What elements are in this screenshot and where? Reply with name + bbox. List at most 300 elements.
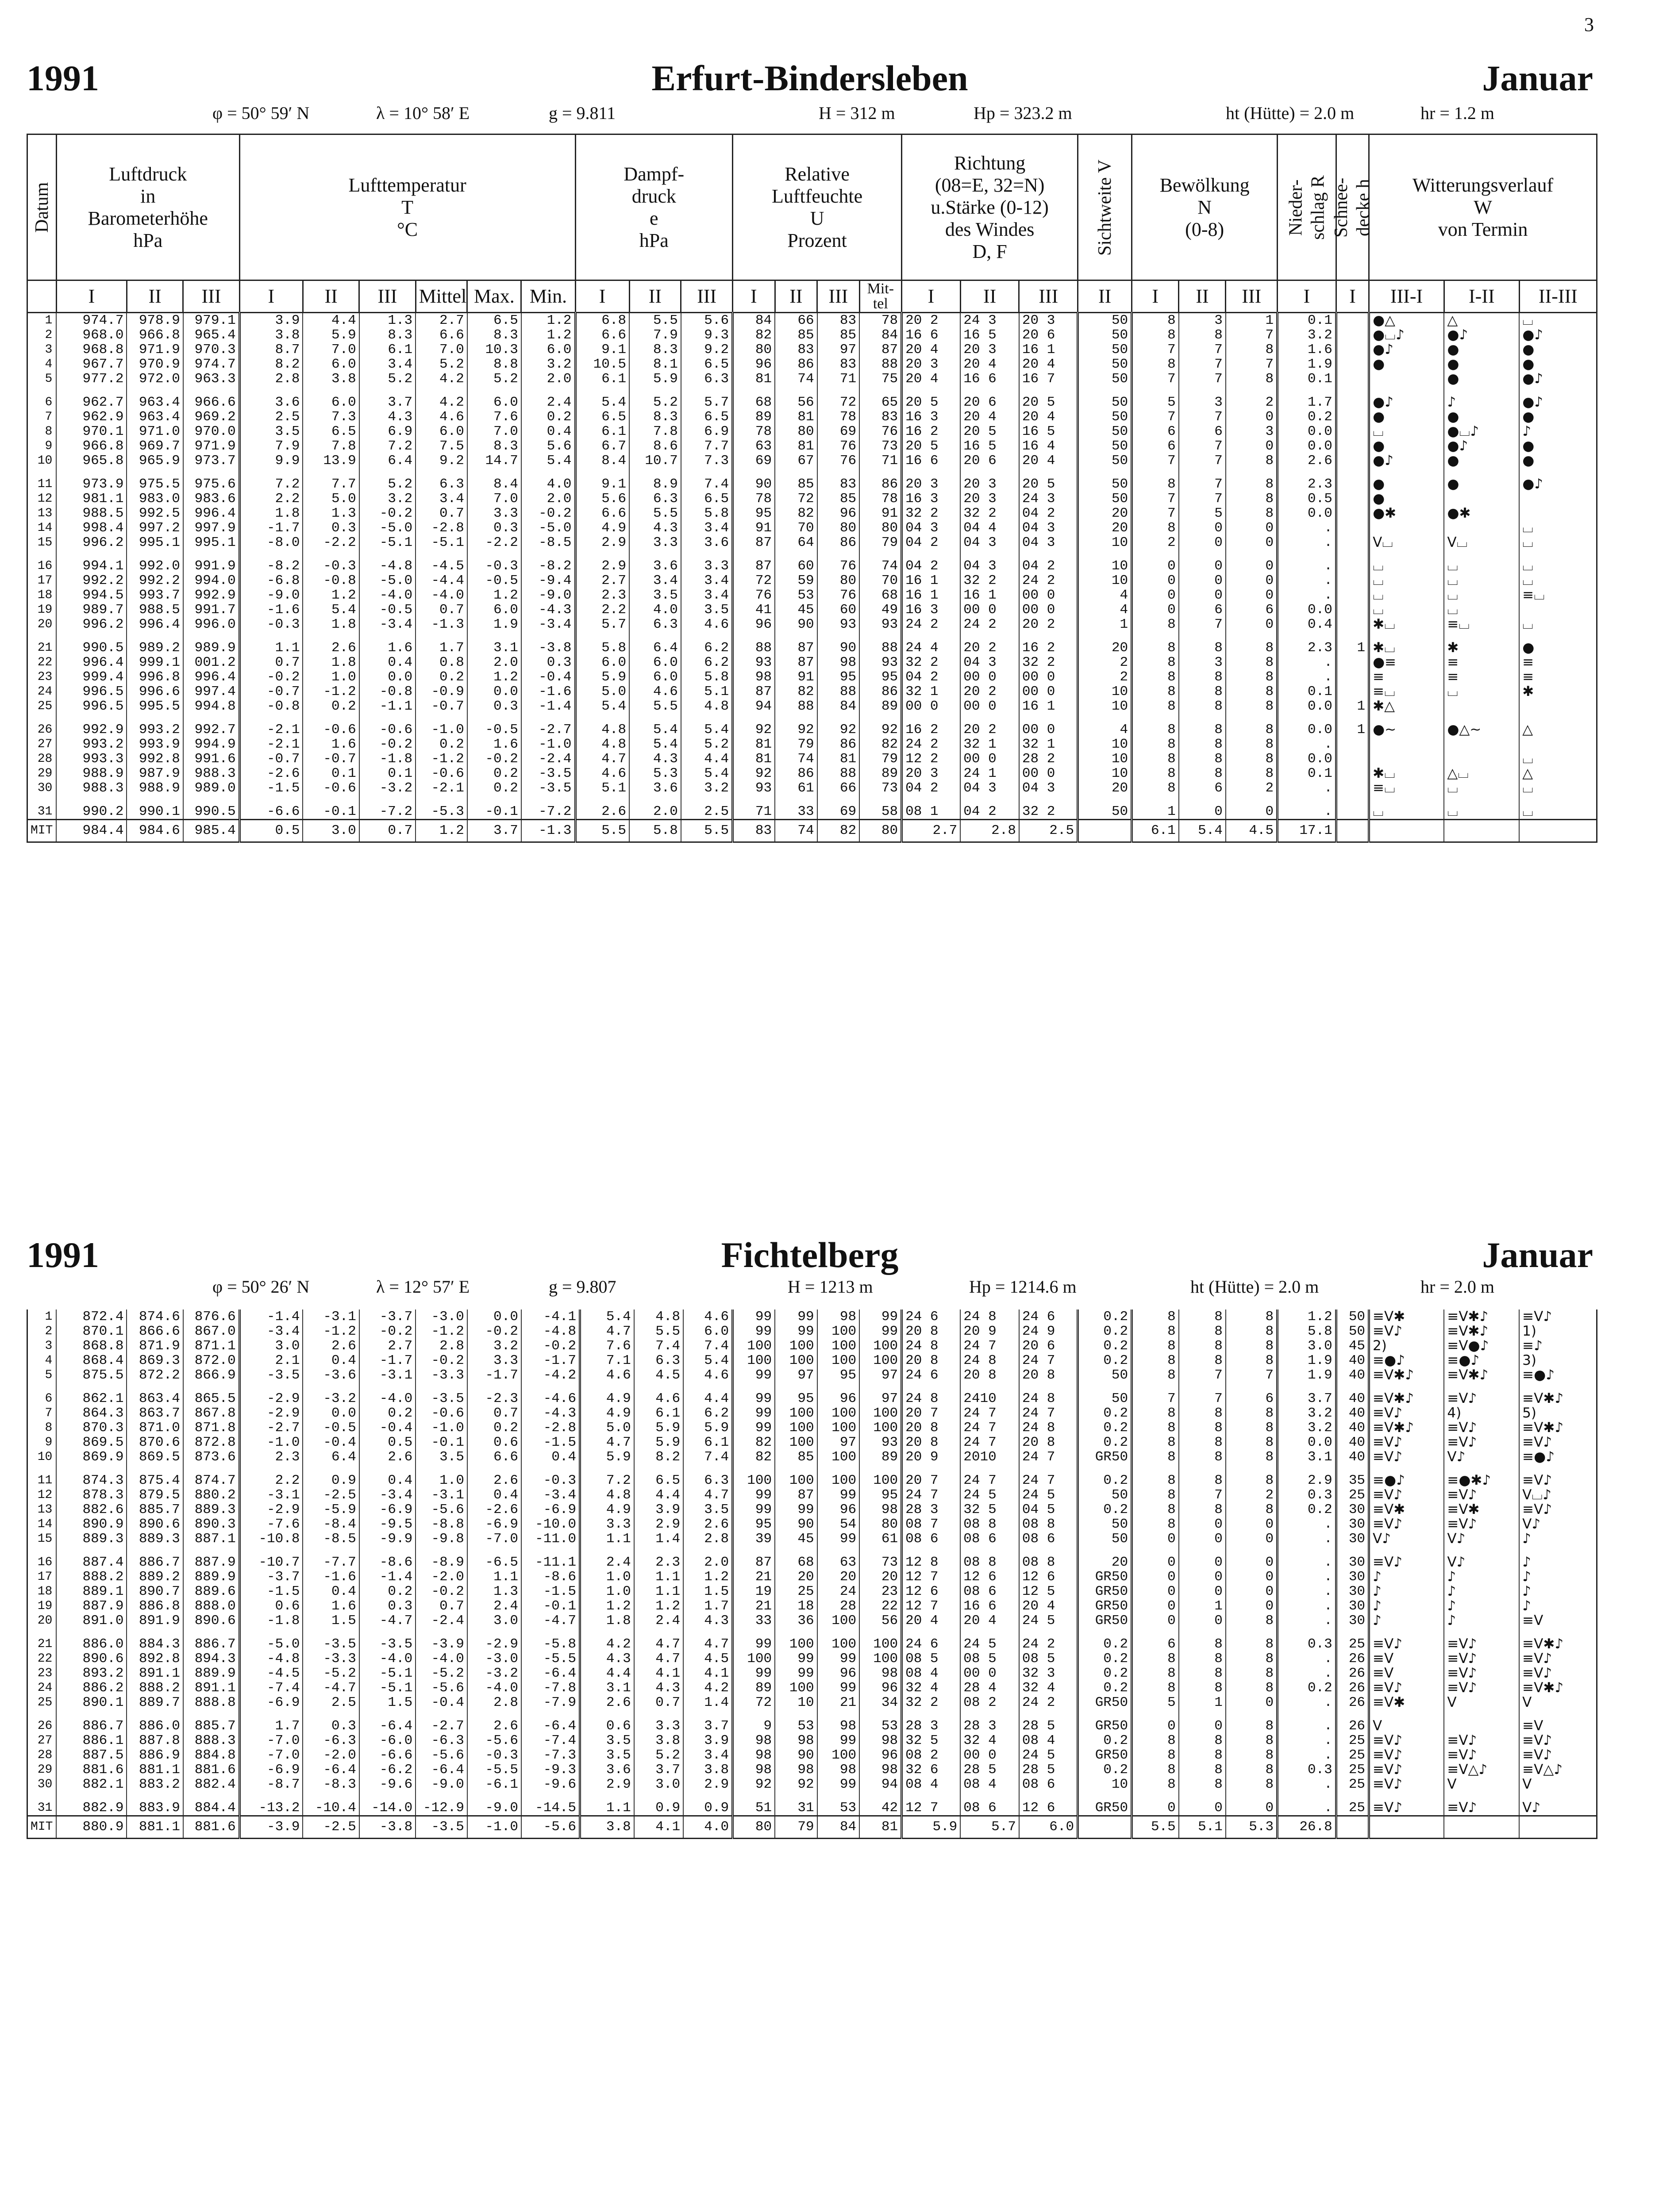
data-cell: 92 — [775, 722, 817, 737]
day-cell: 17 — [27, 573, 57, 588]
data-cell: 966.8 — [56, 439, 127, 453]
data-cell: 20 3 — [902, 766, 961, 781]
data-cell: 8 — [1179, 699, 1226, 714]
fichtelberg-month: Januar — [1482, 1235, 1593, 1275]
spacer-cell — [775, 795, 817, 804]
data-cell: ⌴ — [1444, 559, 1519, 573]
data-cell: 99 — [775, 1502, 817, 1517]
spacer-cell — [1369, 1792, 1444, 1801]
spacer-cell — [1078, 468, 1132, 477]
data-cell: 963.3 — [183, 372, 239, 386]
data-cell: -0.1 — [521, 1599, 580, 1613]
data-cell: 989.0 — [183, 781, 239, 795]
data-cell: 994.8 — [183, 699, 239, 714]
data-cell: 81 — [733, 752, 775, 766]
spacer-cell — [359, 795, 416, 804]
data-cell: 4 — [1078, 588, 1132, 603]
data-cell: 50 — [1078, 1488, 1132, 1502]
day-cell: 16 — [27, 1555, 57, 1570]
data-cell: 1.2 — [634, 1599, 683, 1613]
data-cell: 0.4 — [359, 655, 416, 670]
data-cell: 7 — [1132, 410, 1179, 424]
data-cell: 0.9 — [634, 1801, 683, 1816]
data-cell: ⌴ — [1444, 573, 1519, 588]
data-cell: -1.6 — [521, 684, 575, 699]
data-cell: 0.2 — [467, 766, 521, 781]
data-cell: -4.7 — [303, 1681, 359, 1695]
data-cell: 3.8 — [303, 372, 359, 386]
data-cell: 0.2 — [1078, 1324, 1132, 1339]
data-cell: 2.6 — [683, 1517, 732, 1532]
data-cell: 24 5 — [1019, 1488, 1078, 1502]
data-cell: 992.2 — [127, 573, 183, 588]
spacer-cell — [1078, 1464, 1132, 1473]
data-cell: 73 — [859, 439, 902, 453]
data-cell — [1336, 670, 1369, 684]
data-cell: 8 — [1226, 1502, 1278, 1517]
data-cell: ≡V✱♪ — [1444, 1368, 1519, 1382]
data-cell: 001.2 — [183, 655, 239, 670]
data-cell: 8 — [1132, 1733, 1179, 1748]
spacer-cell — [1132, 468, 1179, 477]
data-cell: 32 2 — [960, 506, 1019, 521]
data-cell: -1.0 — [521, 737, 575, 752]
day-cell: 14 — [27, 521, 57, 535]
data-cell: -0.4 — [359, 1421, 416, 1435]
data-cell: -0.2 — [359, 1324, 416, 1339]
data-cell — [1444, 737, 1519, 752]
data-cell: 0.2 — [359, 1406, 416, 1421]
data-cell: 1.6 — [467, 737, 521, 752]
data-cell: 8 — [1179, 1339, 1226, 1353]
data-cell: 2.9 — [575, 559, 629, 573]
spacer-cell — [27, 1792, 57, 1801]
data-cell: 5.8 — [575, 641, 629, 655]
subheader-cell: I — [902, 280, 961, 313]
data-cell: . — [1278, 1777, 1336, 1792]
spacer-cell — [239, 468, 303, 477]
data-cell: 1.5 — [303, 1613, 359, 1628]
data-cell — [1519, 737, 1597, 752]
data-cell: 97 — [859, 1391, 902, 1406]
data-cell: . — [1278, 1613, 1336, 1628]
data-cell: 00 0 — [960, 699, 1019, 714]
data-cell: 0 — [1132, 1613, 1179, 1628]
data-cell: 24 3 — [1019, 492, 1078, 506]
spacer-cell — [416, 1382, 467, 1391]
data-cell: 99 — [817, 1488, 860, 1502]
data-cell: 4.8 — [580, 1488, 634, 1502]
data-cell: 3.2 — [1278, 328, 1336, 342]
data-cell: -2.8 — [416, 521, 467, 535]
data-cell: 8 — [1226, 1421, 1278, 1435]
data-cell: 8 — [1226, 655, 1278, 670]
data-cell: 13.9 — [303, 453, 359, 468]
data-cell: 08 8 — [960, 1555, 1019, 1570]
spacer-cell — [681, 550, 733, 559]
data-cell: -5.6 — [416, 1502, 467, 1517]
data-cell: 20 8 — [960, 1368, 1019, 1382]
spacer-cell — [1336, 1464, 1369, 1473]
data-cell: 30 — [1336, 1613, 1369, 1628]
data-cell: 93 — [733, 655, 775, 670]
data-cell: -3.8 — [521, 641, 575, 655]
table-row — [27, 357, 1597, 372]
table-row — [27, 1666, 1597, 1681]
data-cell: 8 — [1132, 521, 1179, 535]
day-cell: 11 — [27, 1473, 57, 1488]
data-cell: 891.1 — [127, 1666, 183, 1681]
data-cell: ≡V♪ — [1444, 1733, 1519, 1748]
data-cell: 50 — [1078, 477, 1132, 492]
data-cell: 8 — [1179, 1353, 1226, 1368]
table-row — [27, 1681, 1597, 1695]
spacer-cell — [127, 1546, 183, 1555]
data-cell: 992.7 — [183, 722, 239, 737]
data-cell: 20 — [1078, 1555, 1132, 1570]
data-cell: 86 — [817, 535, 860, 550]
data-cell: 8 — [1226, 372, 1278, 386]
data-cell: 6 — [1179, 603, 1226, 617]
data-cell: ⌴ — [1369, 804, 1444, 820]
data-cell: 2.2 — [239, 492, 303, 506]
data-cell: 0 — [1179, 1570, 1226, 1584]
data-cell: 16 1 — [902, 573, 961, 588]
day-cell: 13 — [27, 1502, 57, 1517]
data-cell: -9.3 — [521, 1763, 580, 1777]
data-cell: 20 — [859, 1570, 902, 1584]
mean-cell: 5.1 — [1179, 1816, 1226, 1839]
data-cell: 5.6 — [575, 492, 629, 506]
data-cell: 8 — [1226, 477, 1278, 492]
data-cell: 04 2 — [1019, 559, 1078, 573]
data-cell: 6.2 — [681, 655, 733, 670]
data-cell: 8 — [1179, 752, 1226, 766]
spacer-cell — [859, 1382, 902, 1391]
data-cell: 2 — [1226, 395, 1278, 410]
data-cell: 2.2 — [239, 1473, 303, 1488]
data-cell: 00 0 — [1019, 588, 1078, 603]
spacer-cell — [580, 1628, 634, 1637]
data-cell: -7.4 — [239, 1681, 303, 1695]
data-cell: 5.4 — [521, 453, 575, 468]
data-cell — [1444, 752, 1519, 766]
data-cell: ●♪ — [1369, 342, 1444, 357]
spacer-cell — [1369, 1628, 1444, 1637]
data-cell: 7 — [1179, 1391, 1226, 1406]
spacer-cell — [775, 714, 817, 722]
data-cell: -1.2 — [303, 1324, 359, 1339]
data-cell: 974.7 — [56, 313, 127, 328]
day-cell: 26 — [27, 1719, 57, 1733]
data-cell: 24 8 — [902, 1391, 961, 1406]
data-cell: 50 — [1336, 1324, 1369, 1339]
spacer-cell — [1179, 468, 1226, 477]
data-cell: 6.0 — [683, 1324, 732, 1339]
data-cell: 97 — [775, 1368, 817, 1382]
data-cell — [1336, 453, 1369, 468]
data-cell: -8.2 — [239, 559, 303, 573]
day-cell: 5 — [27, 372, 57, 386]
data-cell: 987.9 — [127, 766, 183, 781]
spacer-cell — [683, 1546, 732, 1555]
mean-cell — [1078, 1816, 1132, 1839]
day-cell: 6 — [27, 395, 57, 410]
data-cell: 0.2 — [467, 781, 521, 795]
data-cell: -8.9 — [416, 1555, 467, 1570]
header-pressure: Luftdruck in Barometerhöhe hPa — [56, 134, 239, 280]
spacer-cell — [1132, 386, 1179, 395]
data-cell: 1.4 — [634, 1532, 683, 1546]
data-cell: 1.8 — [239, 506, 303, 521]
data-cell: 40 — [1336, 1406, 1369, 1421]
data-cell: 977.2 — [56, 372, 127, 386]
day-cell: 25 — [27, 1695, 57, 1710]
data-cell: -3.3 — [303, 1651, 359, 1666]
data-cell: 75 — [859, 372, 902, 386]
data-cell: 20 8 — [902, 1421, 961, 1435]
data-cell: ♪ — [1444, 1570, 1519, 1584]
data-cell: -3.3 — [416, 1368, 467, 1382]
table-row — [27, 804, 1597, 820]
data-cell: 7.0 — [303, 342, 359, 357]
data-cell: V♪ — [1519, 1517, 1597, 1532]
data-cell: 85 — [775, 328, 817, 342]
data-cell: 04 2 — [902, 781, 961, 795]
data-cell: 04 3 — [1019, 521, 1078, 535]
data-cell: -5.0 — [239, 1637, 303, 1651]
spacer-cell — [1226, 632, 1278, 641]
data-cell: 3 — [1179, 395, 1226, 410]
table-row — [27, 1763, 1597, 1777]
spacer-cell — [733, 550, 775, 559]
data-cell: 3.5 — [629, 588, 681, 603]
data-cell: -5.6 — [416, 1748, 467, 1763]
table-row — [27, 1406, 1597, 1421]
data-cell: 100 — [775, 1637, 817, 1651]
data-cell: 21 — [733, 1570, 775, 1584]
data-cell: 2.7 — [359, 1339, 416, 1353]
mean-cell: 984.4 — [56, 820, 127, 842]
data-cell: 8 — [1226, 1763, 1278, 1777]
spacer-cell — [239, 1710, 303, 1719]
data-cell: 0.0 — [1278, 752, 1336, 766]
data-cell: 16 7 — [1019, 372, 1078, 386]
data-cell: 10 — [775, 1695, 817, 1710]
data-cell: ♪ — [1369, 1584, 1444, 1599]
data-cell: 00 0 — [960, 752, 1019, 766]
data-cell: 08 4 — [960, 1777, 1019, 1792]
spacer-cell — [960, 1710, 1019, 1719]
data-cell: 5.9 — [303, 328, 359, 342]
data-cell: 6.5 — [681, 357, 733, 372]
data-cell: -0.2 — [467, 1324, 521, 1339]
data-cell: 92 — [775, 1777, 817, 1792]
spacer-cell — [1179, 550, 1226, 559]
table-row — [27, 1435, 1597, 1450]
data-cell: 100 — [817, 1421, 860, 1435]
data-cell: 8 — [1132, 655, 1179, 670]
data-cell: 2.9 — [1278, 1473, 1336, 1488]
data-cell — [1336, 424, 1369, 439]
data-cell: 10 — [1078, 535, 1132, 550]
data-cell: -1.8 — [359, 752, 416, 766]
data-cell: 87 — [775, 655, 817, 670]
data-cell: 1.5 — [683, 1584, 732, 1599]
data-cell: 3.6 — [239, 395, 303, 410]
data-cell: 0.5 — [1278, 492, 1336, 506]
data-cell: 56 — [859, 1613, 902, 1628]
day-cell: 2 — [27, 1324, 57, 1339]
data-cell: 965.9 — [127, 453, 183, 468]
data-cell: ⌴ — [1369, 573, 1444, 588]
data-cell: 8.3 — [629, 342, 681, 357]
spacer-cell — [303, 1382, 359, 1391]
spacer-cell — [1519, 386, 1597, 395]
data-cell: 6.3 — [629, 617, 681, 632]
day-cell: 9 — [27, 1435, 57, 1450]
subheader-cell: III — [817, 280, 860, 313]
data-cell: 63 — [733, 439, 775, 453]
data-cell: -2.9 — [239, 1502, 303, 1517]
data-cell: 866.9 — [183, 1368, 239, 1382]
day-cell: 27 — [27, 737, 57, 752]
spacer-cell — [303, 1546, 359, 1555]
data-cell: 8.3 — [467, 328, 521, 342]
table-row — [27, 1310, 1597, 1324]
data-cell: 8 — [1132, 1777, 1179, 1792]
data-cell: 5.0 — [580, 1421, 634, 1435]
data-cell: 1.0 — [416, 1473, 467, 1488]
data-cell: 24 1 — [960, 766, 1019, 781]
data-cell: 50 — [1078, 342, 1132, 357]
spacer-cell — [629, 386, 681, 395]
data-cell: 4.3 — [683, 1613, 732, 1628]
data-cell: 968.0 — [56, 328, 127, 342]
data-cell: 5 — [1132, 1695, 1179, 1710]
data-cell: ≡V✱♪ — [1519, 1391, 1597, 1406]
data-cell: 2.3 — [634, 1555, 683, 1570]
spacer-cell — [859, 1710, 902, 1719]
data-cell: GR50 — [1078, 1584, 1132, 1599]
data-cell: 20 6 — [1019, 1339, 1078, 1353]
data-cell: 871.0 — [127, 1421, 183, 1435]
data-cell: 74 — [859, 559, 902, 573]
data-cell: 20 3 — [1019, 313, 1078, 328]
data-cell: 6.0 — [575, 655, 629, 670]
spacer-cell — [56, 1546, 127, 1555]
data-cell: 6 — [1132, 424, 1179, 439]
header-wind: Richtung (08=E, 32=N) u.Stärke (0-12) des Windes D, F — [902, 134, 1078, 280]
data-cell: ≡V✱♪ — [1444, 1324, 1519, 1339]
data-cell: 6.0 — [303, 395, 359, 410]
data-cell: 870.6 — [127, 1435, 183, 1450]
data-cell: 6.0 — [629, 655, 681, 670]
spacer-cell — [902, 550, 961, 559]
data-cell: ≡V✱♪ — [1519, 1637, 1597, 1651]
header-visibility: Sichtweite V — [1078, 134, 1132, 280]
data-cell: 85 — [775, 1450, 817, 1464]
data-cell: 886.1 — [56, 1733, 127, 1748]
data-cell: -3.9 — [416, 1637, 467, 1651]
data-cell: 993.9 — [127, 737, 183, 752]
data-cell: 969.7 — [127, 439, 183, 453]
data-cell: 90 — [775, 1748, 817, 1763]
data-cell: 2.0 — [683, 1555, 732, 1570]
data-cell: 4.6 — [575, 766, 629, 781]
data-cell: 2.3 — [1278, 477, 1336, 492]
data-cell: 7 — [1179, 357, 1226, 372]
data-cell: -6.4 — [359, 1719, 416, 1733]
data-cell: ≡⌴ — [1369, 781, 1444, 795]
data-cell: 08 5 — [902, 1651, 961, 1666]
mean-cell: 5.5 — [575, 820, 629, 842]
data-cell: 0.2 — [1078, 1421, 1132, 1435]
data-cell: 2.7 — [416, 313, 467, 328]
data-cell: ≡V♪ — [1369, 1488, 1444, 1502]
data-cell: 00 0 — [1019, 722, 1078, 737]
table-row — [27, 424, 1597, 439]
data-cell: 28 5 — [1019, 1763, 1078, 1777]
data-cell: 88 — [859, 641, 902, 655]
data-cell: GR50 — [1078, 1748, 1132, 1763]
spacer-cell — [1132, 1710, 1179, 1719]
data-cell: 997.4 — [183, 684, 239, 699]
data-cell: 0 — [1179, 573, 1226, 588]
data-cell: 4.2 — [580, 1637, 634, 1651]
spacer-cell — [1519, 550, 1597, 559]
data-cell: 100 — [859, 1637, 902, 1651]
data-cell: 5.2 — [629, 395, 681, 410]
data-cell: 0.7 — [467, 1406, 521, 1421]
data-cell: 891.0 — [56, 1613, 127, 1628]
data-cell: 884.4 — [183, 1801, 239, 1816]
data-cell: 50 — [1078, 1368, 1132, 1382]
data-cell: 81 — [817, 752, 860, 766]
data-cell: 89 — [859, 699, 902, 714]
data-cell: 3.3 — [467, 506, 521, 521]
data-cell: 3.2 — [521, 357, 575, 372]
data-cell: -9.0 — [416, 1777, 467, 1792]
day-cell: 25 — [27, 699, 57, 714]
data-cell: 20 4 — [1019, 1599, 1078, 1613]
data-cell: 0.3 — [303, 521, 359, 535]
data-cell: ≡ — [1444, 670, 1519, 684]
data-cell: -3.7 — [239, 1570, 303, 1584]
data-cell: 26 — [1336, 1681, 1369, 1695]
table-row — [27, 1368, 1597, 1382]
data-cell: 98 — [733, 1733, 775, 1748]
data-cell: 8.1 — [629, 357, 681, 372]
spacer-cell — [1278, 1792, 1336, 1801]
data-cell: ⌴ — [1519, 559, 1597, 573]
data-cell: 890.9 — [56, 1517, 127, 1532]
spacer-cell — [1179, 1546, 1226, 1555]
data-cell: 1.0 — [580, 1584, 634, 1599]
data-cell: GR50 — [1078, 1599, 1132, 1613]
data-cell: 5.2 — [681, 737, 733, 752]
data-cell: -1.2 — [416, 752, 467, 766]
spacer-cell — [1132, 795, 1179, 804]
data-cell: 6.4 — [303, 1450, 359, 1464]
data-cell: . — [1278, 1599, 1336, 1613]
data-cell: 1.5 — [359, 1695, 416, 1710]
data-cell: 996.2 — [56, 535, 127, 550]
data-cell: 59 — [775, 573, 817, 588]
data-cell: 7.2 — [359, 439, 416, 453]
data-cell: 0 — [1226, 1599, 1278, 1613]
data-cell: 04 2 — [902, 670, 961, 684]
